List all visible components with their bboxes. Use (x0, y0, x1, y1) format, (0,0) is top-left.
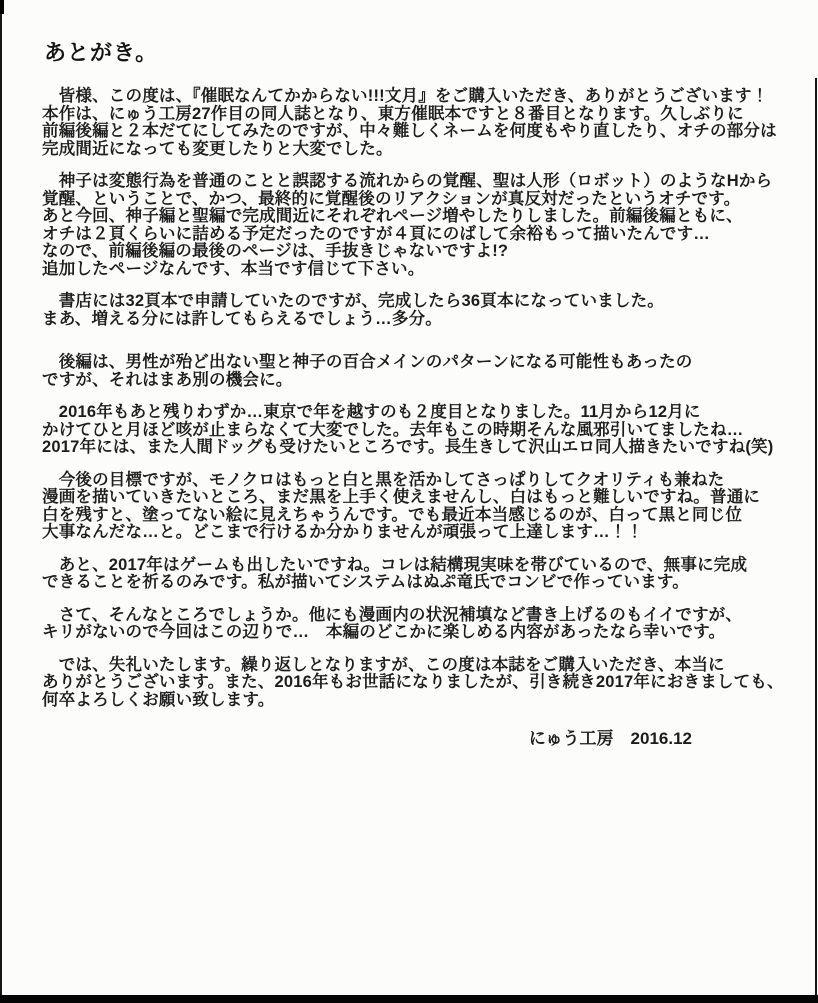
text-line: 追加したページなんです、本当です信じて下さい。 (42, 259, 425, 278)
text-line: 2016年もあと残りわずか…東京で年を越すのも２度目となりました。11月から12月に (42, 403, 701, 421)
text-line: かけてひと月ほど咳が止まらなくて大変でした。去年もこの時期そんな風邪引いてましたね… (42, 420, 744, 439)
paragraph-greeting (42, 88, 792, 158)
scan-edge-right-line (815, 78, 817, 1003)
scan-edge-bottom-bar (0, 995, 818, 1003)
text-line: ですが、それはまあ別の機会に。 (42, 370, 293, 389)
text-line: キリがないので今回はこの辺りで… 本編のどこかに楽しめる内容があったなら幸いです。 (42, 623, 726, 641)
text-line: 漫画を描いていきたいところ、まだ黒を上手く使えませんし、白はもっと難しいですね。普通に (42, 488, 761, 506)
paragraph-wrap-up (42, 607, 792, 642)
text-line: 覚醒、ということで、かつ、最終的に覚醒後のリアクションが真反対だったというオチです。 (42, 189, 741, 208)
text-line: では、失礼いたします。繰り返しとなりますが、この度は本誌をご購入いただき、本当に (42, 655, 725, 674)
text-line: 今後の目標ですが、モノクロはもっと白と黒を活かしてさっぱりしてクオリティも兼ねた (42, 470, 725, 489)
author-signature: にゅう工房 2016.12 (528, 729, 692, 748)
text-line: あと、2017年はゲームも出したいですね。コレは結構現実味を帯びているので、無事に完成 (42, 555, 748, 574)
paragraph-farewell (42, 657, 792, 710)
paragraph-story-notes (42, 173, 792, 278)
text-line: 神子は変態行為を普通のことと誤認する流れからの覚醒、聖は人形（ロボット）のようなHから (42, 172, 773, 190)
page-title: あとがき。 (44, 40, 159, 65)
text-line: 本作は、にゅう工房27作目の同人誌となり、東方催眠本ですと８番目となります。久しぶりに (42, 104, 744, 123)
paragraph-game-plans (42, 557, 792, 592)
text-line: 皆様、この度は、『催眠なんてかからない!!!文月』をご購入いただき、ありがとうございます！ (42, 87, 769, 105)
paragraph-alternate-plan (42, 354, 792, 389)
text-line: 大事なんだな…と。どこまで行けるか分かりませんが頑張って上達します…！！ (42, 523, 644, 541)
paragraph-year-end (42, 404, 792, 457)
scan-corner-mark (0, 0, 4, 14)
paragraph-page-count (42, 293, 792, 328)
text-line: 何卒よろしくお願い致します。 (42, 690, 275, 709)
text-line: さて、そんなところでしょうか。他にも漫画内の状況補填など書き上げるのもイイですが、 (42, 605, 743, 624)
text-line: 2017年には、また人間ドッグも受けたいところです。長生きして沢山エロ同人描きたいですね(笑) (42, 438, 774, 456)
text-line: ありがとうございます。また、2016年もお世話になりましたが、引き続き2017年におきましても、 (42, 673, 784, 691)
text-line: 白を残すと、塗ってない絵に見えちゃうんです。でも最近本当感じるのが、白って黒と同じ位 (42, 505, 743, 524)
text-line: できることを祈るのみです。私が描いてシステムはぬぷ竜氏でコンビで作っています。 (42, 573, 690, 591)
text-line: 前編後編と２本だてにしてみたのですが、中々難しくネームを何度もやり直したり、オチの部分は (42, 122, 777, 140)
text-line: なので、前編後編の最後のページは、手抜きじゃないですよ!? (42, 242, 509, 260)
text-line: オチは２頁くらいに詰める予定だったのですが４頁にのばして余裕もって描いたんです… (42, 224, 710, 243)
paragraph-goals (42, 472, 792, 542)
text-line: 書店には32頁本で申請していたのですが、完成したら36頁本になっていました。 (42, 292, 665, 310)
text-line: あと今回、神子編と聖編で完成間近にそれぞれページ増やしたりしました。前編後編ともに、 (42, 207, 743, 225)
scan-edge-left-line (0, 0, 2, 1003)
text-line: まあ、増える分には許してもらえるでしょう…多分。 (42, 309, 442, 328)
page-content (42, 40, 792, 749)
text-line: 完成間近になっても変更したりと大変でした。 (42, 139, 393, 158)
text-line: 後編は、男性が殆ど出ない聖と神子の百合メインのパターンになる可能性もあったの (42, 353, 693, 371)
